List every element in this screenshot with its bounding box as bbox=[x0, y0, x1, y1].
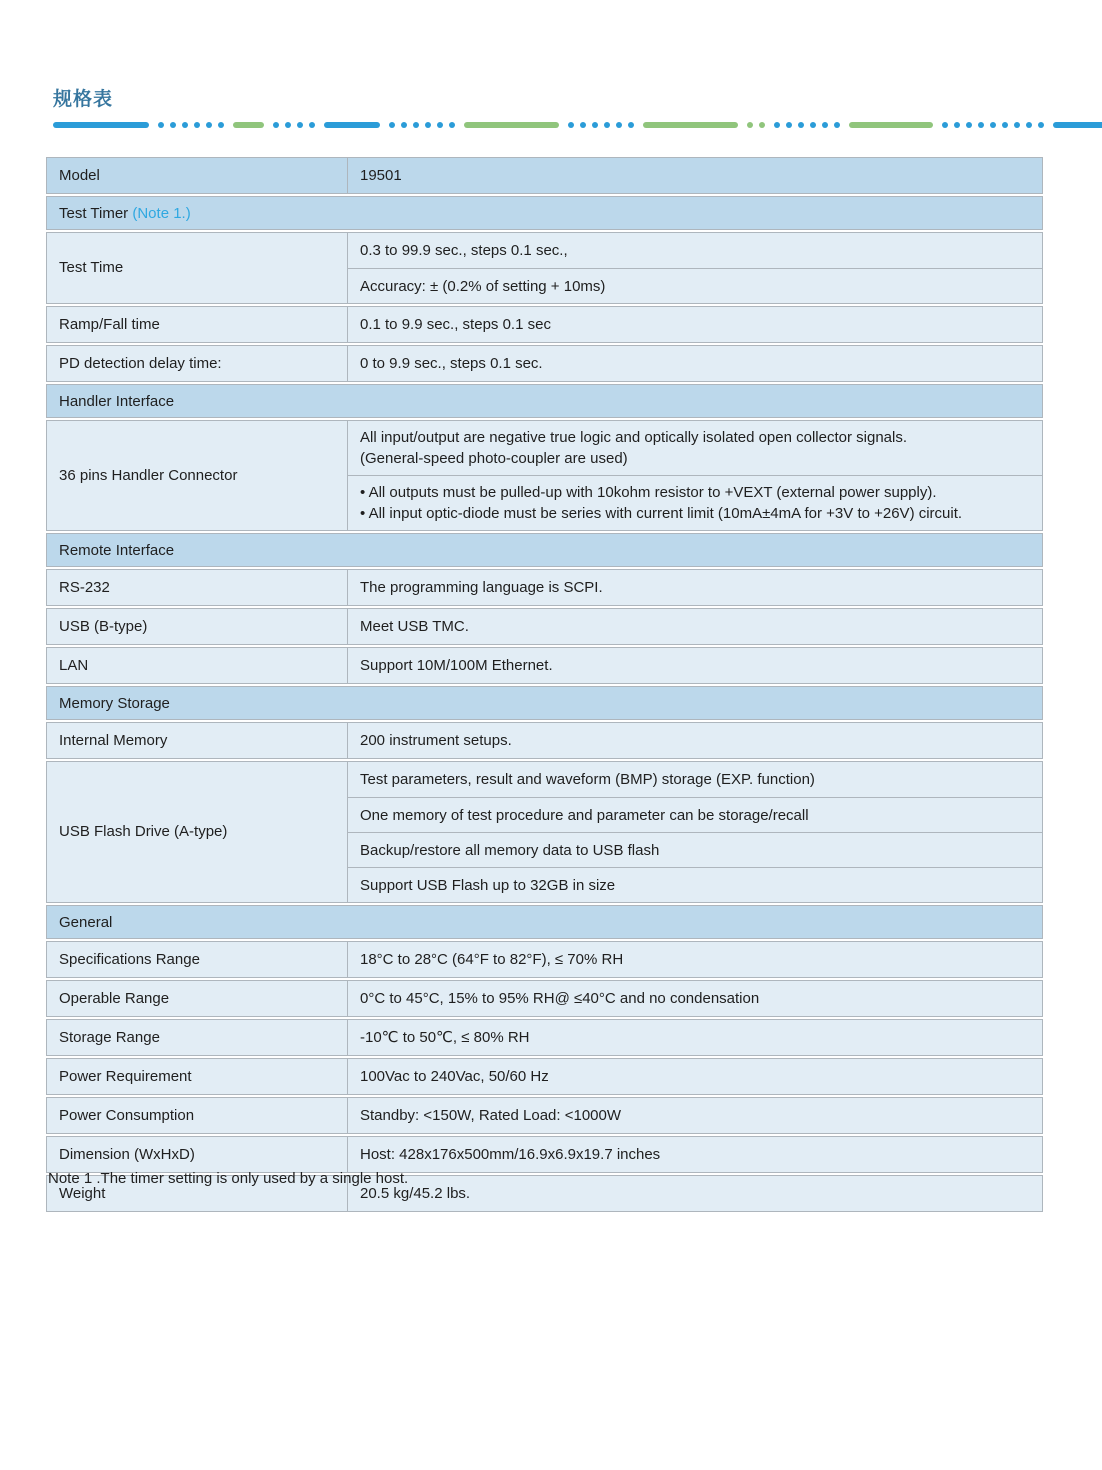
value-cell bbox=[348, 307, 1042, 342]
value-cell bbox=[348, 867, 1042, 902]
value-text: (General-speed photo-coupler are used) bbox=[360, 450, 628, 467]
value-cell bbox=[348, 475, 1042, 530]
value-cell bbox=[348, 648, 1042, 683]
value-text: Test parameters, result and waveform (BMP) storage (EXP. function) bbox=[360, 771, 815, 788]
value-text: 200 instrument setups. bbox=[360, 732, 512, 749]
value-cell bbox=[348, 421, 1042, 475]
value-text: 20.5 kg/45.2 lbs. bbox=[360, 1185, 471, 1202]
value-text: Support 10M/100M Ethernet. bbox=[360, 657, 553, 674]
value-text: 18°C to 28°C (64°F to 82°F), ≤ 70% RH bbox=[360, 951, 624, 968]
table-row bbox=[46, 941, 1043, 978]
row-label-cell: Dimension (WxHxD) bbox=[47, 1137, 348, 1172]
value-text: 0°C to 45°C, 15% to 95% RH@ ≤40°C and no condensation bbox=[360, 990, 760, 1007]
value-cell bbox=[348, 570, 1042, 605]
divider-dot bbox=[297, 122, 303, 128]
divider-dash bbox=[643, 122, 738, 128]
divider-dot bbox=[1002, 122, 1008, 128]
value-text: 0.3 to 99.9 sec., steps 0.1 sec., bbox=[360, 242, 568, 259]
value-cell bbox=[348, 832, 1042, 867]
row-value-cells bbox=[348, 307, 1042, 342]
value-text: All input/output are negative true logic and optically isolated open collector signals. bbox=[360, 429, 908, 446]
value-cell bbox=[348, 1098, 1042, 1133]
value-text: The programming language is SCPI. bbox=[360, 579, 603, 596]
value-text: 19501 bbox=[360, 167, 402, 184]
divider-dot bbox=[273, 122, 279, 128]
value-text: -10℃ to 50℃, ≤ 80% RH bbox=[360, 1029, 530, 1046]
row-value-cells bbox=[348, 648, 1042, 683]
footnote: Note 1 .The timer setting is only used by a single host. bbox=[48, 1170, 409, 1187]
table-row bbox=[46, 1097, 1043, 1134]
divider-dot bbox=[942, 122, 948, 128]
divider-dots bbox=[158, 122, 224, 128]
divider-dot bbox=[449, 122, 455, 128]
divider-dot bbox=[759, 122, 765, 128]
divider-dot bbox=[1014, 122, 1020, 128]
value-text: • All input optic-diode must be series with current limit (10mA±4mA for +3V to +26V) circuit. bbox=[360, 505, 963, 522]
divider-dot bbox=[568, 122, 574, 128]
value-cell bbox=[348, 723, 1042, 758]
divider-dash bbox=[233, 122, 264, 128]
divider-dots bbox=[942, 122, 1044, 128]
value-text: Accuracy: ± (0.2% of setting + 10ms) bbox=[360, 277, 606, 295]
divider-dash bbox=[53, 122, 149, 128]
section-header-label: Test Timer bbox=[59, 204, 129, 222]
divider-dots bbox=[273, 122, 315, 128]
row-value-cells bbox=[348, 1020, 1042, 1055]
divider-dot bbox=[206, 122, 212, 128]
value-cell bbox=[348, 346, 1042, 381]
row-label-cell: USB (B-type) bbox=[47, 609, 348, 644]
row-label-cell: Internal Memory bbox=[47, 723, 348, 758]
section-header-row bbox=[46, 905, 1043, 939]
divider-dot bbox=[747, 122, 753, 128]
divider-dot bbox=[798, 122, 804, 128]
section-header-label: Memory Storage bbox=[59, 694, 170, 712]
divider-dot bbox=[966, 122, 972, 128]
specification-table bbox=[46, 157, 1043, 1214]
value-cell bbox=[348, 762, 1042, 797]
divider-dot bbox=[182, 122, 188, 128]
table-row bbox=[46, 569, 1043, 606]
row-value-cells bbox=[348, 981, 1042, 1016]
row-value-cells bbox=[348, 1137, 1042, 1172]
row-label-cell: Specifications Range bbox=[47, 942, 348, 977]
value-cell bbox=[348, 1059, 1042, 1094]
value-cell bbox=[348, 609, 1042, 644]
value-text: • All outputs must be pulled-up with 10kohm resistor to +VEXT (external power supply). bbox=[360, 484, 937, 501]
value-cell bbox=[348, 797, 1042, 832]
value-cell bbox=[348, 1020, 1042, 1055]
divider-dash bbox=[324, 122, 380, 128]
divider-dot bbox=[616, 122, 622, 128]
row-label-cell: Power Requirement bbox=[47, 1059, 348, 1094]
divider-dot bbox=[389, 122, 395, 128]
divider-dot bbox=[170, 122, 176, 128]
value-text: Backup/restore all memory data to USB flash bbox=[360, 841, 660, 859]
value-text: Host: 428x176x500mm/16.9x6.9x19.7 inches bbox=[360, 1146, 661, 1163]
value-cell bbox=[348, 233, 1042, 268]
divider-dot bbox=[628, 122, 634, 128]
row-label-cell: Ramp/Fall time bbox=[47, 307, 348, 342]
divider-dot bbox=[834, 122, 840, 128]
divider-dot bbox=[401, 122, 407, 128]
divider-dot bbox=[810, 122, 816, 128]
divider-dot bbox=[425, 122, 431, 128]
value-text: 100Vac to 240Vac, 50/60 Hz bbox=[360, 1068, 549, 1085]
row-label-cell: LAN bbox=[47, 648, 348, 683]
divider-dot bbox=[774, 122, 780, 128]
divider-dot bbox=[592, 122, 598, 128]
section-header-row bbox=[46, 384, 1043, 418]
row-value-cells bbox=[348, 1098, 1042, 1133]
page-title: 规格表 bbox=[53, 89, 114, 110]
table-row bbox=[46, 345, 1043, 382]
row-label-cell: PD detection delay time: bbox=[47, 346, 348, 381]
table-row bbox=[46, 1058, 1043, 1095]
divider-dot bbox=[413, 122, 419, 128]
divider-dot bbox=[604, 122, 610, 128]
table-row bbox=[46, 157, 1043, 194]
divider-dot bbox=[990, 122, 996, 128]
row-value-cells bbox=[348, 346, 1042, 381]
table-row bbox=[46, 306, 1043, 343]
row-value-cells bbox=[348, 158, 1042, 193]
divider-dot bbox=[1038, 122, 1044, 128]
divider-dot bbox=[978, 122, 984, 128]
row-value-cells bbox=[348, 1059, 1042, 1094]
divider-dot bbox=[954, 122, 960, 128]
table-row bbox=[46, 420, 1043, 531]
value-text: Meet USB TMC. bbox=[360, 618, 469, 635]
row-label-cell: USB Flash Drive (A-type) bbox=[47, 762, 348, 902]
value-cell bbox=[348, 1137, 1042, 1172]
row-label-cell: 36 pins Handler Connector bbox=[47, 421, 348, 530]
table-row bbox=[46, 1136, 1043, 1173]
row-label-cell: Model bbox=[47, 158, 348, 193]
divider-dot bbox=[194, 122, 200, 128]
row-value-cells bbox=[348, 233, 1042, 303]
divider-dots bbox=[389, 122, 455, 128]
section-header-label: Remote Interface bbox=[59, 541, 175, 559]
section-header-label: General bbox=[59, 913, 113, 931]
row-value-cells bbox=[348, 570, 1042, 605]
row-label-cell: Power Consumption bbox=[47, 1098, 348, 1133]
row-value-cells bbox=[348, 762, 1042, 902]
table-row bbox=[46, 647, 1043, 684]
table-row bbox=[46, 608, 1043, 645]
divider-dot bbox=[218, 122, 224, 128]
section-header-note: (Note 1.) bbox=[128, 204, 191, 222]
divider-dots bbox=[568, 122, 634, 128]
value-text: 0.1 to 9.9 sec., steps 0.1 sec bbox=[360, 316, 551, 333]
section-header-label: Handler Interface bbox=[59, 392, 175, 410]
divider-dots bbox=[747, 122, 765, 128]
divider-dot bbox=[580, 122, 586, 128]
table-row bbox=[46, 761, 1043, 903]
divider-dot bbox=[437, 122, 443, 128]
section-header-row bbox=[46, 196, 1043, 230]
value-cell bbox=[348, 1176, 1042, 1211]
section-header-row bbox=[46, 686, 1043, 720]
decorative-divider bbox=[53, 121, 1065, 128]
divider-dots bbox=[774, 122, 840, 128]
divider-dot bbox=[1026, 122, 1032, 128]
row-label-cell: Operable Range bbox=[47, 981, 348, 1016]
row-value-cells bbox=[348, 942, 1042, 977]
divider-dash bbox=[464, 122, 559, 128]
divider-dot bbox=[285, 122, 291, 128]
divider-dash bbox=[849, 122, 933, 128]
value-cell bbox=[348, 981, 1042, 1016]
row-value-cells bbox=[348, 421, 1042, 530]
value-text: One memory of test procedure and parameter can be storage/recall bbox=[360, 806, 809, 824]
value-cell bbox=[348, 942, 1042, 977]
divider-dot bbox=[786, 122, 792, 128]
row-value-cells bbox=[348, 1176, 1042, 1211]
row-label-cell: Test Time bbox=[47, 233, 348, 303]
value-text: 0 to 9.9 sec., steps 0.1 sec. bbox=[360, 355, 543, 372]
divider-dash bbox=[1053, 122, 1102, 128]
row-label-cell: Storage Range bbox=[47, 1020, 348, 1055]
row-value-cells bbox=[348, 609, 1042, 644]
table-row bbox=[46, 980, 1043, 1017]
value-text: Standby: <150W, Rated Load: <1000W bbox=[360, 1107, 622, 1124]
value-text: Support USB Flash up to 32GB in size bbox=[360, 876, 616, 894]
table-row bbox=[46, 722, 1043, 759]
value-cell bbox=[348, 158, 1042, 193]
divider-dot bbox=[309, 122, 315, 128]
section-header-row bbox=[46, 533, 1043, 567]
value-cell bbox=[348, 268, 1042, 303]
divider-dot bbox=[158, 122, 164, 128]
row-label-cell: RS-232 bbox=[47, 570, 348, 605]
row-value-cells bbox=[348, 723, 1042, 758]
table-row bbox=[46, 1019, 1043, 1056]
table-row bbox=[46, 232, 1043, 304]
row-label-cell: Weight bbox=[47, 1176, 348, 1211]
divider-dot bbox=[822, 122, 828, 128]
